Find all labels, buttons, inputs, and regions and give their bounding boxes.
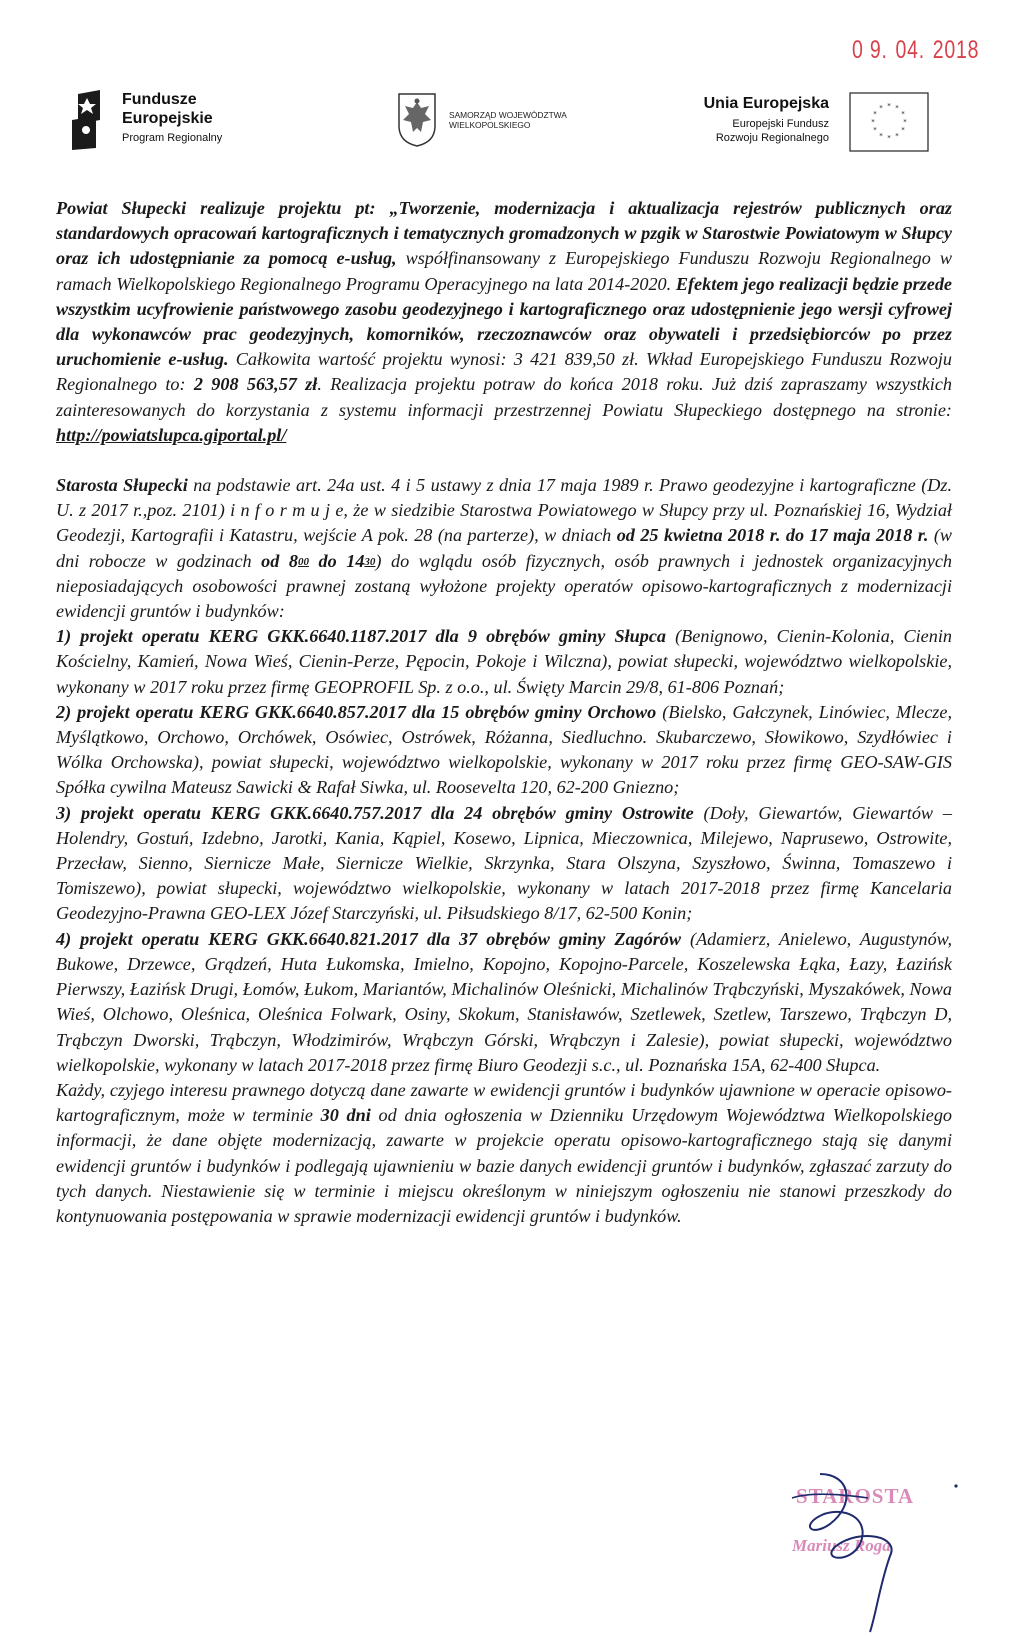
svg-text:*: * [901, 110, 905, 118]
eu-logo-line1: Unia Europejska [703, 95, 829, 112]
closing-paragraph: Każdy, czyjego interesu prawnego dotyczą dane zawarte w ewidencji gruntów i budynków ujawnione w operacie opisowo-kartograficznym, może w terminie 30 dni od dnia ogłoszenia w Dzienniku Urzędowym Województwa Wielkopolskiego informacji, że dane objęte modernizacją, zawarte w projekcie operatu opisowo-kartograficznego stają się danymi ewidencji gruntów i budynków i podlegają ujawnieniu w bazie danych ewidencji gruntów i budynków, zgłaszać zarzuty do tych danych. Niestawienie się w terminie i miejscu określonym w niniejszym ogłoszeniu nie stanowi przeszkody do kontynuowania postępowania w sprawie modernizacji ewidencji gruntów i budynków. [56, 1079, 953, 1226]
objection-deadline: 30 dni [320, 1105, 371, 1126]
svg-text:*: * [895, 104, 899, 112]
svg-text:*: * [879, 132, 883, 140]
signature-name: Mariusz Roga [792, 1536, 891, 1555]
signature-title: STAROSTA [796, 1484, 915, 1508]
list-item: 1) projekt operatu KERG GKK.6640.1187.2017 dla 9 obrębów gminy Słupca (Benignowo, Cienin-Kolonia, Cienin Kościelny, Kamień, Nowa Wieś, Cienin-Perze, Pępocin, Pokoje i Wilczna), powiat słupecki, województwo wielkopolskie, wykonany w 2017 roku przez firmę GEOPROFIL Sp. z o.o., ul. Święty Marcin 29/8, 61-806 Poznań; [56, 626, 952, 697]
svg-text:*: * [871, 118, 875, 126]
voivodeship-logo-line2: WIELKOPOLSKIEGO [449, 120, 531, 130]
project-title: Powiat Słupecki realizuje projektu pt: „Tworzenie, modernizacja i aktualizacja rejestrów publicznych oraz standardowych opracowań kartograficznych i tematycznych gromadzonych w pzgik w Starostwie Powiatowym w Słupcy oraz ich udostępnianie za pomocą e-usług, [56, 198, 952, 269]
eu-logo [660, 92, 940, 158]
handwritten-signature-icon [780, 1464, 960, 1636]
project-effect: Efektem jego realizacji będzie przede wszystkim ucyfrowienie państwowego zasobu geodezyjnego i kartograficznego oraz udostępnienie jego wersji cyfrowej dla wykonawców prac geodezyjnych, komorników, rzeczoznawców oraz obywateli i przedsiębiorców po przez uruchomienie e-usług. [56, 273, 952, 370]
date-day: 0 9. [852, 36, 888, 64]
european-funds-emblem-icon [70, 90, 104, 150]
project-paragraph: Powiat Słupecki realizuje projektu pt: „Tworzenie, modernizacja i aktualizacja rejestrów publicznych oraz standardowych opracowań kartograficznych i tematycznych gromadzonych w pzgik w Starostwie Powiatowym w Słupcy oraz ich udostępnianie za pomocą e-usług, współfinansowany z Europejskiego Funduszu Rozwoju Regionalnego w ramach Wielkopolskiego Regionalnego Programu Operacyjnego na lata 2014-2020. Efektem jego realizacji będzie przede wszystkim ucyfrowienie państwowego zasobu geodezyjnego i kartograficznego oraz udostępnienie jego wersji cyfrowej dla wykonawców prac geodezyjnych, komorników, rzeczoznawców oraz obywateli i przedsiębiorców po przez uruchomienie e-usług. Całkowita wartość projektu wynosi: 3 421 839,50 zł. Wkład Europejskiego Funduszu Rozwoju Regionalnego to: 2 908 563,57 zł. Realizacja projektu potraw do końca 2018 roku. Już dziś zapraszamy wszystkich zainteresowanych do korzystania z systemu informacji przestrzennej Powiatu Słupeckiego dostępnego na stronie: http://powiatslupca.giportal.pl/ [56, 198, 952, 445]
svg-text:*: * [879, 104, 883, 112]
list-item: 3) projekt operatu KERG GKK.6640.757.2017 dla 24 obrębów gminy Ostrowite (Doły, Giewartów, Giewartów – Holendry, Gostuń, Izdebno, Jarotki, Kania, Kąpiel, Kosewo, Lipnica, Mieczownica, Milejewo, Naprusewo, Ostrowite, Przecław, Sienno, Siernicze Małe, Siernicze Wielkie, Skrzynka, Stara Olszyna, Szyszłowo, Świnna, Tomaszewo i Tomiszewo), powiat słupecki, województwo wielkopolskie, wykonany w latach 2017-2018 przez firmę Kancelaria Geodezyjno-Prawna GEO-LEX Józef Starczyński, ul. Piłsudskiego 8/17, 62-500 Konin; [56, 802, 952, 924]
list-item: 4) projekt operatu KERG GKK.6640.821.2017 dla 37 obrębów gminy Zagórów (Adamierz, Anielewo, Augustynów, Bukowe, Drzewce, Grądzeń, Huta Łukomska, Imielno, Kopojno, Kopojno-Parcele, Koszelewska Łąka, Łazy, Łazińsk Pierwszy, Łazińsk Drugi, Łomów, Łukom, Mariantów, Michalinów Oleśnicki, Michalinów Trąbczyński, Myszakówek, Nowa Wieś, Olchowo, Oleśnica, Oleśnica Folwark, Osiny, Skokum, Stanisławów, Szetlewek, Szetlew, Tarszewo, Trąbczyn D, Trąbczyn Dworski, Trąbczyn, Włodzimirów, Wrąbczyn Górski, Wrąbczyn i Zalesie), powiat słupecki, województwo wielkopolskie, wykonany w latach 2017-2018 przez firmę Biuro Geodezji s.c., ul. Poznańska 15A, 62-400 Słupca. [56, 928, 952, 1075]
svg-text:*: * [901, 126, 905, 134]
eu-flag-icon [849, 92, 929, 152]
svg-text:*: * [873, 126, 877, 134]
inspection-dates: od 25 kwietna 2018 r. do 17 maja 2018 r. [616, 525, 929, 546]
eagle-crest-icon [397, 92, 437, 148]
svg-text:*: * [895, 132, 899, 140]
svg-text:*: * [873, 110, 877, 118]
portal-link[interactable]: http://powiatslupca.giportal.pl/ [56, 424, 287, 445]
svg-text:*: * [887, 102, 891, 110]
funds-logo-line1: Fundusze [122, 91, 197, 108]
document-body [56, 196, 952, 1229]
svg-text:*: * [887, 134, 891, 142]
eu-logo-line2: Europejski Fundusz [732, 118, 829, 130]
notice-issuer: Starosta Słupecki [56, 475, 188, 496]
date-month: 04. [895, 36, 925, 64]
notice-paragraph: Starosta Słupecki na podstawie art. 24a ust. 4 i 5 ustawy z dnia 17 maja 1989 r. Prawo geodezyjne i kartograficzne (Dz. U. z 2017 r.,poz. 2101) i n f o r m u j e, że w siedzibie Starostwa Powiatowego w Słupcy przy ul. Poznańskiej 16, Wydział Geodezji, Kartografii i Katastru, wejście A pok. 28 (na parterze), w dniach od 25 kwietna 2018 r. do 17 maja 2018 r. (w dni robocze w godzinach od $8^{00}$ do $14^{30}$) do wglądu osób fizycznych, osób prawnych i jednostek organizacyjnych nieposiadających osobowości prawnej zostaną wyłożone projekty operatów opisowo-kartograficznych z modernizacji ewidencji gruntów i budynków: [56, 475, 953, 622]
voivodeship-logo-line1: SAMORZĄD WOJEWÓDZTWA [449, 110, 567, 120]
list-item: 2) projekt operatu KERG GKK.6640.857.2017 dla 15 obrębów gminy Orchowo (Bielsko, Gałczynek, Linówiec, Mlecze, Myślątkowo, Orchowo, Orchówek, Osówiec, Ostrówek, Różanna, Siedluchno. Skubarczewo, Słowikowo, Szydłówiec i Wólka Orchowska), powiat słupecki, województwo wielkopolskie, wykonany w 2017 roku przez firmę GEO-SAW-GIS Spółka cywilna Mateusz Sawicki & Rafał Siwka, ul. Roosevelta 120, 62-200 Gniezno; [56, 701, 953, 798]
eu-contribution: 2 908 563,57 zł [193, 374, 318, 395]
funds-logo-line3: Program Regionalny [122, 132, 223, 144]
voivodeship-logo [397, 92, 597, 152]
european-funds-logo [70, 88, 270, 154]
received-date-stamp [852, 36, 987, 65]
svg-text:*: * [903, 118, 907, 126]
funds-logo-line2: Europejskie [122, 110, 213, 127]
eu-logo-line3: Rozwoju Regionalnego [715, 132, 829, 144]
date-year: 2018 [932, 36, 980, 64]
